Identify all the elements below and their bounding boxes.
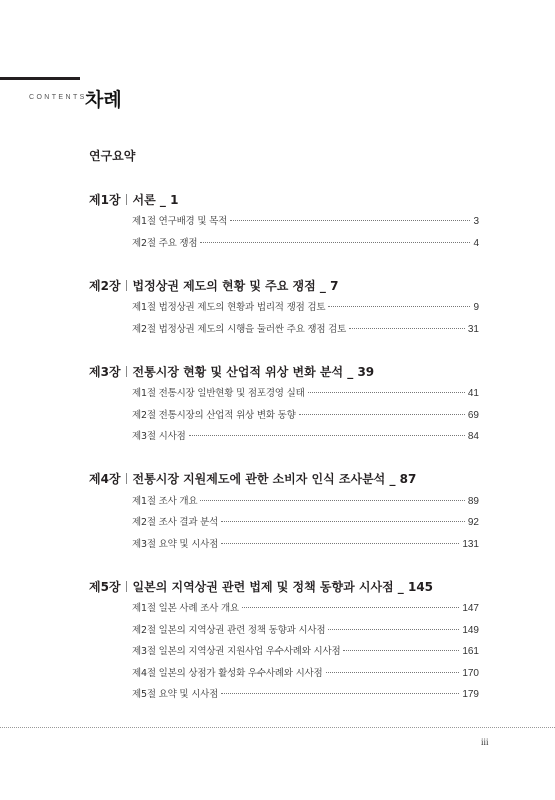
dot-leader: [349, 328, 465, 329]
toc-entry-label: 제3절 일본의 지역상권 지원사업 우수사례와 시사점: [132, 646, 341, 657]
toc-entry-label: 제4절 일본의 상점가 활성화 우수사례와 시사점: [132, 667, 323, 679]
toc-entry-page: 179: [462, 689, 479, 700]
toc-entry[interactable]: [132, 235, 479, 257]
toc-entry[interactable]: [132, 299, 479, 321]
dot-leader: [299, 414, 465, 415]
toc-entry-label: 제2절 전통시장의 산업적 위상 변화 동향: [132, 409, 296, 421]
page-title: 차례: [85, 89, 122, 111]
dot-leader: [200, 500, 465, 501]
toc-entry[interactable]: [132, 600, 479, 622]
section-list: [89, 213, 479, 256]
toc-entry[interactable]: [132, 385, 479, 407]
toc-entry-label: 제2절 일본의 지역상권 관련 정책 동향과 시사점: [132, 624, 326, 636]
toc-entry[interactable]: [132, 665, 479, 687]
toc-entry[interactable]: [132, 407, 479, 429]
chapter-heading[interactable]: [89, 189, 479, 209]
chapter-number: 제3장: [89, 364, 121, 379]
chapter-heading[interactable]: [89, 361, 479, 381]
chapter-number: 제1장: [89, 192, 121, 207]
chapter: [89, 275, 479, 342]
chapter-title: 전통시장 지원제도에 관한 소비자 인식 조사분석 _ 87: [132, 472, 417, 486]
section-list: [89, 385, 479, 450]
chapter: [89, 361, 479, 450]
dot-leader: [343, 650, 459, 651]
chapter-number: 제5장: [89, 579, 121, 594]
toc-entry-label: 제5절 요약 및 시사점: [132, 689, 219, 700]
dot-leader: [230, 220, 470, 221]
chapter-separator: [126, 366, 127, 377]
toc-entry-label: 제1절 법정상권 제도의 현황과 법리적 쟁점 검토: [132, 302, 326, 313]
dot-leader: [221, 693, 459, 694]
toc-entry-page: 170: [462, 667, 479, 679]
chapter: [89, 576, 479, 708]
chapter-heading[interactable]: [89, 469, 479, 489]
chapter-number: 제2장: [89, 278, 121, 293]
dot-leader: [189, 435, 465, 436]
toc-entry-page: 92: [467, 517, 479, 528]
top-rule: [0, 77, 80, 80]
chapter-separator: [126, 194, 127, 205]
toc-entry[interactable]: [132, 643, 479, 665]
toc-entry[interactable]: [132, 686, 479, 708]
chapter: [89, 469, 479, 558]
toc-entry-page: 4: [473, 237, 479, 249]
chapter-heading[interactable]: [89, 275, 479, 295]
chapter-title: 일본의 지역상권 관련 법제 및 정책 동향과 시사점 _ 145: [132, 579, 434, 594]
toc-entry-label: 제1절 일본 사례 조사 개요: [132, 603, 239, 614]
page-number: iii: [481, 737, 489, 747]
dot-leader: [200, 242, 470, 243]
toc-entry-label: 제3절 시사점: [132, 431, 186, 442]
toc-entry[interactable]: [132, 428, 479, 450]
toc-entry-page: 69: [467, 409, 479, 421]
toc-entry-page: 131: [462, 538, 479, 550]
toc-entry[interactable]: [132, 514, 479, 536]
dot-leader: [326, 672, 460, 673]
toc-entry-page: 31: [467, 323, 479, 335]
dot-leader: [328, 629, 459, 630]
chapter-title: 서론 _ 1: [132, 192, 179, 207]
toc-entry[interactable]: [132, 321, 479, 343]
toc-entry[interactable]: [132, 622, 479, 644]
dot-leader: [221, 521, 465, 522]
toc-entry-page: 41: [467, 388, 479, 399]
toc-entry-label: 제1절 조사 개요: [132, 495, 198, 507]
toc-entry-label: 제1절 전통시장 일반현황 및 점포경영 실태: [132, 388, 305, 399]
section-list: [89, 600, 479, 708]
chapter-number: 제4장: [89, 472, 121, 486]
toc-entry-page: 9: [473, 302, 479, 313]
toc-entry-page: 89: [467, 495, 479, 507]
dot-leader: [242, 607, 459, 608]
dot-leader: [328, 306, 470, 307]
chapter-separator: [126, 581, 127, 592]
toc-entry-label: 제2절 법정상권 제도의 시행을 둘러싼 주요 쟁점 검토: [132, 323, 347, 335]
chapter-title: 법정상권 제도의 현황 및 주요 쟁점 _ 7: [132, 278, 339, 293]
chapter-separator: [126, 473, 127, 484]
section-list: [89, 493, 479, 558]
chapter-list: [89, 189, 479, 727]
section-list: [89, 299, 479, 342]
toc-entry-page: 161: [462, 646, 479, 657]
toc-entry-label: 제2절 조사 결과 분석: [132, 517, 219, 528]
chapter-heading[interactable]: [89, 576, 479, 596]
toc-entry-label: 제1절 연구배경 및 목적: [132, 216, 228, 227]
toc-entry-page: 149: [462, 624, 479, 636]
toc-entry-label: 제2절 주요 쟁점: [132, 237, 198, 249]
toc-entry-page: 147: [462, 603, 479, 614]
dot-leader: [308, 392, 465, 393]
summary-link[interactable]: 연구요약: [89, 149, 136, 163]
chapter-title: 전통시장 현황 및 산업적 위상 변화 분석 _ 39: [132, 364, 375, 379]
toc-entry[interactable]: [132, 493, 479, 515]
toc-entry-label: 제3절 요약 및 시사점: [132, 538, 219, 550]
chapter: [89, 189, 479, 256]
chapter-separator: [126, 280, 127, 291]
toc-entry[interactable]: [132, 536, 479, 558]
dot-leader: [221, 543, 459, 544]
toc-entry-page: 84: [467, 431, 479, 442]
toc-entry-page: 3: [473, 216, 479, 227]
toc-entry[interactable]: [132, 213, 479, 235]
contents-label: CONTENTS: [29, 94, 87, 101]
bottom-rule: [0, 727, 555, 728]
